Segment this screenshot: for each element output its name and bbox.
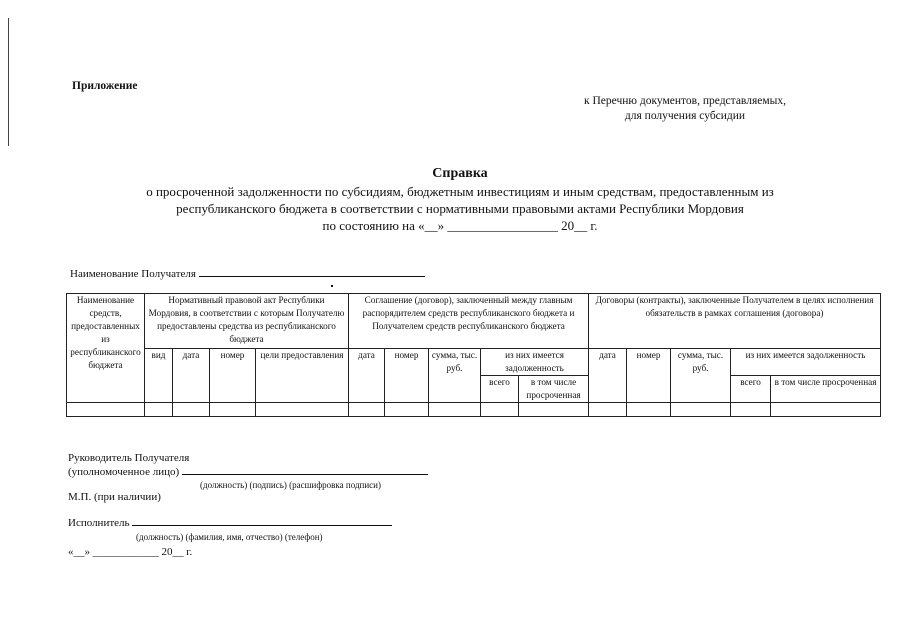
authorized-person-row bbox=[68, 465, 428, 479]
recipient-label: Наименование Получателя bbox=[70, 268, 196, 280]
document-subtitle-line-2: республиканского бюджета в соответствии с нормативными правовыми актами Республики Мордовия bbox=[176, 201, 744, 216]
col-act-number: номер bbox=[210, 349, 256, 403]
header-funds-name: Наименование средств, предоставленных из республиканского бюджета bbox=[67, 294, 145, 403]
table-cell[interactable] bbox=[481, 403, 519, 417]
reference-note bbox=[560, 94, 810, 124]
table-cell[interactable] bbox=[627, 403, 671, 417]
col-act-purpose: цели предоставления bbox=[256, 349, 349, 403]
reference-line-1: к Перечню документов, представляемых, bbox=[584, 95, 786, 107]
header-contracts: Договоры (контракты), заключенные Получателем в целях исполнения обязательств в рамках соглашения (договора) bbox=[589, 294, 881, 349]
table-cell[interactable] bbox=[385, 403, 429, 417]
header-agreement: Соглашение (договор), заключенный между главным распорядителем средств республиканского бюджета и Получателем средств республиканского бюджета bbox=[349, 294, 589, 349]
col-agreement-date: дата bbox=[349, 349, 385, 403]
table-cell[interactable] bbox=[173, 403, 210, 417]
table-cell[interactable] bbox=[256, 403, 349, 417]
col-contract-sum: сумма, тыс. руб. bbox=[671, 349, 731, 403]
head-signature-field[interactable] bbox=[182, 474, 428, 475]
document-title-block bbox=[80, 165, 840, 234]
table-cell[interactable] bbox=[145, 403, 173, 417]
table-cell[interactable] bbox=[771, 403, 881, 417]
col-agreement-debt-overdue: в том числе просроченная bbox=[519, 376, 589, 403]
debt-report-table bbox=[66, 293, 881, 417]
scan-dot bbox=[331, 285, 333, 287]
scan-edge-line bbox=[8, 18, 9, 146]
recipient-row bbox=[70, 266, 425, 280]
executor-row bbox=[68, 516, 392, 530]
col-contract-debt-overdue: в том числе просроченная bbox=[771, 376, 881, 403]
table-row bbox=[67, 403, 881, 417]
table-cell[interactable] bbox=[429, 403, 481, 417]
stamp-label: М.П. (при наличии) bbox=[68, 491, 161, 503]
signature-date-line: «__» ____________ 20__ г. bbox=[68, 546, 193, 558]
table-cell[interactable] bbox=[519, 403, 589, 417]
col-act-date: дата bbox=[173, 349, 210, 403]
table-cell[interactable] bbox=[349, 403, 385, 417]
head-signature-caption: (должность) (подпись) (расшифровка подписи) bbox=[200, 480, 381, 490]
table-cell[interactable] bbox=[67, 403, 145, 417]
col-act-type: вид bbox=[145, 349, 173, 403]
executor-label: Исполнитель bbox=[68, 517, 130, 529]
header-normative-act: Нормативный правовой акт Республики Мордовия, в соответствии с которым Получателю предоставлены средства из республиканского бюджета bbox=[145, 294, 349, 349]
report-date-line: по состоянию на «__» _________________ 20__ г. bbox=[322, 218, 598, 233]
authorized-person-label: (уполномоченное лицо) bbox=[68, 466, 180, 478]
col-agreement-sum: сумма, тыс. руб. bbox=[429, 349, 481, 403]
table-cell[interactable] bbox=[731, 403, 771, 417]
table-cell[interactable] bbox=[589, 403, 627, 417]
reference-line-2: для получения субсидии bbox=[624, 110, 746, 122]
head-signature-label: Руководитель Получателя bbox=[68, 452, 190, 464]
col-contract-debt: из них имеется задолженность bbox=[731, 349, 881, 376]
col-agreement-debt: из них имеется задолженность bbox=[481, 349, 589, 376]
col-contract-date: дата bbox=[589, 349, 627, 403]
document-subtitle-line-1: о просроченной задолженности по субсидиям, бюджетным инвестициям и иным средствам, предоставленным из bbox=[146, 184, 774, 199]
col-contract-number: номер bbox=[627, 349, 671, 403]
table-cell[interactable] bbox=[210, 403, 256, 417]
document-title: Справка bbox=[432, 166, 488, 181]
appendix-label: Приложение bbox=[72, 80, 138, 92]
table-cell[interactable] bbox=[671, 403, 731, 417]
executor-field[interactable] bbox=[132, 525, 392, 526]
col-agreement-number: номер bbox=[385, 349, 429, 403]
executor-caption: (должность) (фамилия, имя, отчество) (телефон) bbox=[136, 532, 323, 542]
col-contract-debt-total: всего bbox=[731, 376, 771, 403]
recipient-name-field[interactable] bbox=[199, 266, 425, 277]
col-agreement-debt-total: всего bbox=[481, 376, 519, 403]
